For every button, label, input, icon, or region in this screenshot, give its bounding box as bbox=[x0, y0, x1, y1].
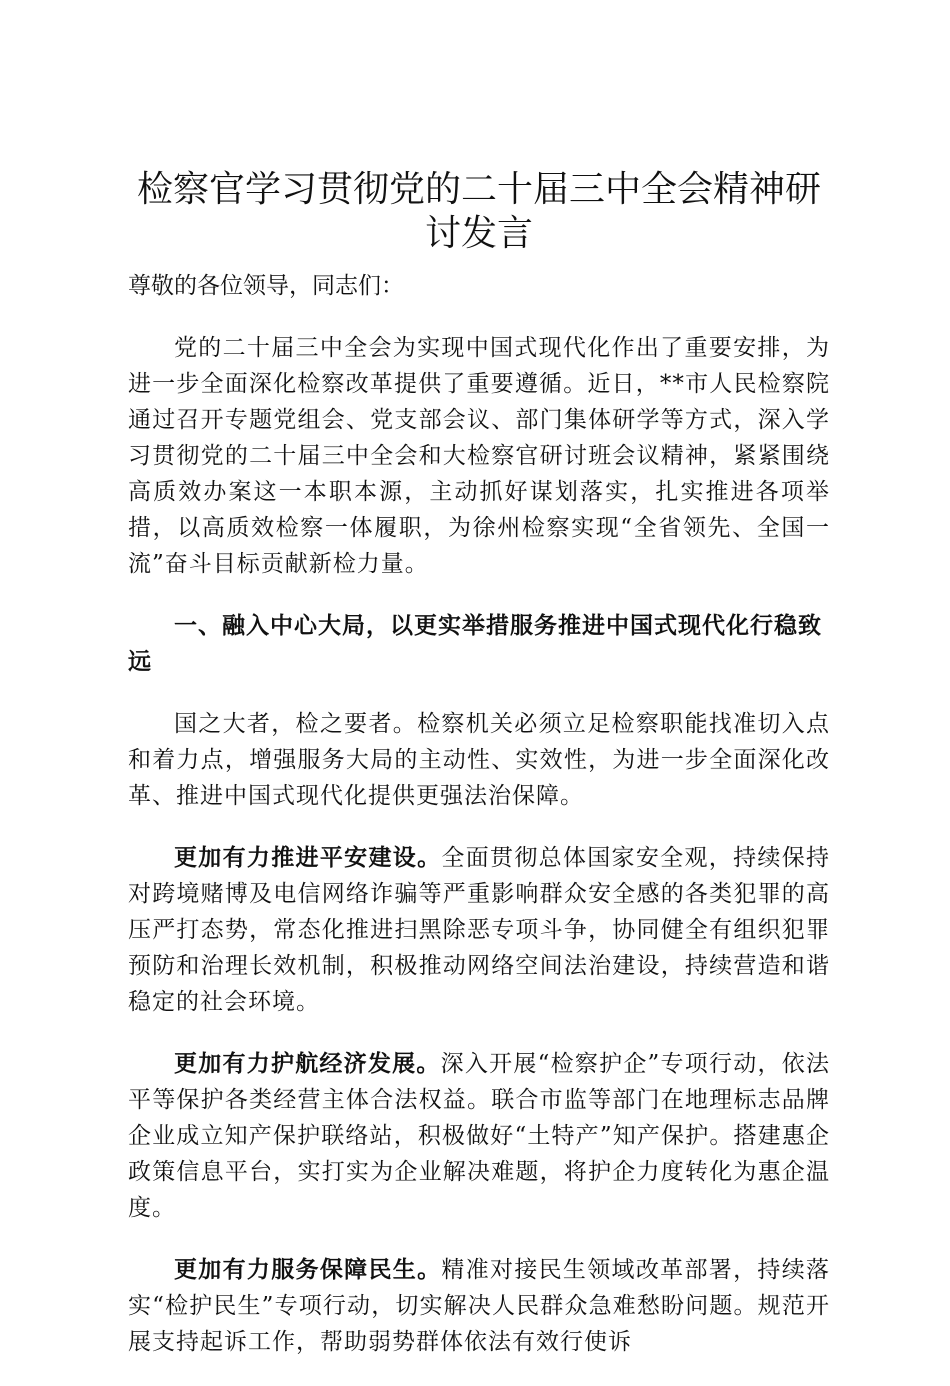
document-title: 检察官学习贯彻党的二十届三中全会精神研讨发言 bbox=[136, 169, 821, 254]
document-page bbox=[128, 168, 830, 1386]
salutation: 尊敬的各位领导，同志们： bbox=[128, 273, 404, 299]
point-lead: 更加有力护航经济发展。 bbox=[174, 1050, 441, 1077]
point-body: 全面贯彻总体国家安全观，持续保持对跨境赌博及电信网络诈骗等严重影响群众安全感的各类犯罪的高压严打态势，常态化推进扫黑除恶专项斗争，协同健全有组织犯罪预防和治理长效机制，积极推动网络空间法治建设，持续营造和谐稳定的社会环境。 bbox=[128, 845, 831, 1015]
point-body: 精准对接民生领域改革部署，持续落实“检护民生”专项行动，切实解决人民群众急难愁盼问题。规范开展支持起诉工作，帮助弱势群体依法有效行使诉 bbox=[128, 1257, 831, 1355]
point-lead: 更加有力推进平安建设。 bbox=[174, 844, 442, 871]
section-intro-paragraph: 国之大者，检之要者。检察机关必须立足检察职能找准切入点和着力点，增强服务大局的主动性、实效性，为进一步全面深化改革、推进中国式现代化提供更强法治保障。 bbox=[128, 711, 830, 809]
point-lead: 更加有力服务保障民生。 bbox=[174, 1256, 442, 1283]
intro-paragraph: 党的二十届三中全会为实现中国式现代化作出了重要安排，为进一步全面深化检察改革提供了重要遵循。近日，**市人民检察院通过召开专题党组会、党支部会议、部门集体研学等方式，深入学习贯彻党的二十届三中全会和大检察官研讨班会议精神，紧紧围绕高质效办案这一本职本源，主动抓好谋划落实，扎实推进各项举措，以高质效检察一体履职，为徐州检察实现“全省领先、全国一流”奋斗目标贡献新检力量。 bbox=[128, 335, 830, 577]
point-paragraph bbox=[128, 1046, 830, 1226]
point-paragraph bbox=[128, 840, 830, 1020]
point-body: 深入开展“检察护企”专项行动，依法平等保护各类经营主体合法权益。联合市监等部门在地理标志品牌企业成立知产保护联络站，积极做好“土特产”知产保护。搭建惠企政策信息平台，实打实为企业解决难题，将护企力度转化为惠企温度。 bbox=[128, 1051, 830, 1221]
section-heading: 一、融入中心大局，以更实举措服务推进中国式现代化行稳致远 bbox=[128, 612, 822, 675]
